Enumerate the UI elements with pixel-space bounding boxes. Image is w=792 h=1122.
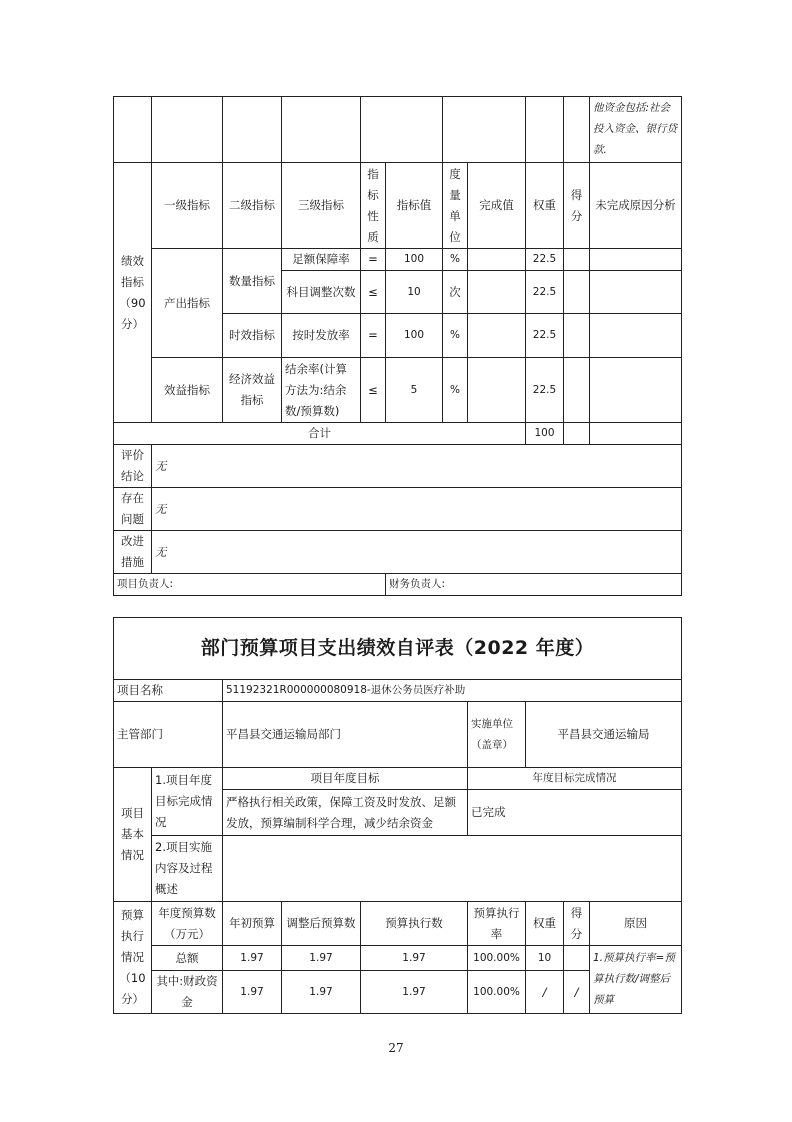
initial-budget: 1.97	[223, 971, 282, 1014]
budget-row-label: 总额	[152, 946, 223, 971]
reason-cell	[590, 271, 682, 314]
unit-cell: %	[443, 249, 468, 271]
executed-budget: 1.97	[361, 971, 468, 1014]
header-level2: 二级指标	[223, 163, 282, 249]
project-name-label: 项目名称	[114, 680, 223, 702]
performance-section-label: 绩效指标（90分）	[114, 163, 152, 423]
empty-cell	[564, 97, 590, 163]
header-level3: 三级指标	[282, 163, 361, 249]
header-weight: 权重	[526, 163, 564, 249]
budget-score	[564, 946, 590, 971]
level2-cell: 经济效益指标	[223, 358, 282, 423]
project-lead-signature: 项目负责人:	[114, 574, 386, 596]
project-name-value: 51192321R000000080918-退休公务员医疗补助	[223, 680, 682, 702]
value-cell: 5	[386, 358, 443, 423]
impl-label: 2.项目实施内容及过程概述	[152, 836, 223, 902]
evaluation-label: 评价结论	[114, 445, 152, 488]
basic-info-label: 项目基本情况	[114, 768, 152, 902]
empty-cell	[361, 97, 443, 163]
budget-header: 原因	[590, 902, 682, 946]
evaluation-row	[114, 445, 682, 488]
nature-cell: ≤	[361, 358, 386, 423]
completed-cell	[468, 314, 526, 358]
adjusted-budget: 1.97	[282, 971, 361, 1014]
signature-row	[114, 574, 682, 596]
executed-budget: 1.97	[361, 946, 468, 971]
weight-cell: 22.5	[526, 249, 564, 271]
implementation-row	[114, 836, 682, 902]
level3-cell: 按时发放率	[282, 314, 361, 358]
unit-cell: %	[443, 314, 468, 358]
score-cell	[564, 314, 590, 358]
header-nature: 指标性质	[361, 163, 386, 249]
performance-indicator-table	[113, 96, 682, 596]
weight-cell: 22.5	[526, 271, 564, 314]
empty-cell	[443, 97, 526, 163]
page-number: 27	[388, 1041, 404, 1055]
budget-header-row	[114, 902, 682, 946]
empty-cell	[114, 97, 152, 163]
top-continuation-row	[114, 97, 682, 163]
adjusted-budget: 1.97	[282, 946, 361, 971]
evaluation-value: 无	[152, 445, 682, 488]
level3-cell: 科目调整次数	[282, 271, 361, 314]
problems-value: 无	[152, 488, 682, 531]
total-reason	[590, 423, 682, 445]
completed-cell	[468, 358, 526, 423]
budget-header: 年度预算数（万元）	[152, 902, 223, 946]
completed-cell	[468, 271, 526, 314]
completed-cell	[468, 249, 526, 271]
header-completed: 完成值	[468, 163, 526, 249]
nature-cell: =	[361, 249, 386, 271]
goal-status-header: 年度目标完成情况	[468, 768, 682, 790]
funding-note: 他资金包括:社会投入资金、银行贷款.	[590, 97, 682, 163]
empty-cell	[152, 97, 223, 163]
value-cell: 100	[386, 314, 443, 358]
level1-cell: 效益指标	[152, 358, 223, 423]
goal-header-row	[114, 768, 682, 790]
unit-cell: %	[443, 358, 468, 423]
form-title: 部门预算项目支出绩效自评表（2022 年度）	[114, 618, 682, 680]
header-level1: 一级指标	[152, 163, 223, 249]
budget-row-label: 其中:财政资金	[152, 971, 223, 1014]
budget-reason-note: 1.预算执行率=预算执行数/调整后预算	[590, 946, 682, 1014]
reason-cell	[590, 249, 682, 271]
budget-header: 年初预算	[223, 902, 282, 946]
improvements-label: 改进措施	[114, 531, 152, 574]
budget-section-label: 预算执行情况（10分）	[114, 902, 152, 1014]
problems-label: 存在问题	[114, 488, 152, 531]
level3-cell: 足额保障率	[282, 249, 361, 271]
indicator-header-row	[114, 163, 682, 249]
title-row	[114, 618, 682, 680]
dept-value: 平昌县交通运输局部门	[223, 702, 468, 768]
budget-score: /	[564, 971, 590, 1014]
budget-row	[114, 946, 682, 971]
budget-header: 权重	[526, 902, 564, 946]
execution-rate: 100.00%	[468, 971, 526, 1014]
unit-cell: 次	[443, 271, 468, 314]
reason-cell	[590, 314, 682, 358]
nature-cell: =	[361, 314, 386, 358]
reason-cell	[590, 358, 682, 423]
improvements-value: 无	[152, 531, 682, 574]
weight-cell: 22.5	[526, 358, 564, 423]
improvements-row	[114, 531, 682, 574]
budget-header: 调整后预算数	[282, 902, 361, 946]
budget-self-evaluation-table	[113, 617, 682, 1014]
budget-header: 得分	[564, 902, 590, 946]
score-cell	[564, 249, 590, 271]
total-score	[564, 423, 590, 445]
level2-cell: 数量指标	[223, 249, 282, 314]
value-cell: 10	[386, 271, 443, 314]
value-cell: 100	[386, 249, 443, 271]
header-value: 指标值	[386, 163, 443, 249]
goal-header: 项目年度目标	[223, 768, 468, 790]
empty-cell	[526, 97, 564, 163]
score-cell	[564, 271, 590, 314]
level2-cell: 时效指标	[223, 314, 282, 358]
problems-row	[114, 488, 682, 531]
impl-unit-label: 实施单位（盖章）	[468, 702, 526, 768]
empty-cell	[223, 97, 282, 163]
header-unit: 度量单位	[443, 163, 468, 249]
level3-cell: 结余率(计算方法为:结余数/预算数)	[282, 358, 361, 423]
header-reason: 未完成原因分析	[590, 163, 682, 249]
header-score: 得分	[564, 163, 590, 249]
department-row	[114, 702, 682, 768]
budget-header: 预算执行数	[361, 902, 468, 946]
goal-label: 1.项目年度目标完成情况	[152, 768, 223, 836]
level1-cell: 产出指标	[152, 249, 223, 358]
total-label: 合计	[114, 423, 526, 445]
initial-budget: 1.97	[223, 946, 282, 971]
goal-text: 严格执行相关政策，保障工资及时发放、足额发放，预算编制科学合理，减少结余资金	[223, 790, 468, 836]
goal-status: 已完成	[468, 790, 682, 836]
budget-weight: /	[526, 971, 564, 1014]
impl-text	[223, 836, 682, 902]
indicator-row	[114, 358, 682, 423]
execution-rate: 100.00%	[468, 946, 526, 971]
dept-label: 主管部门	[114, 702, 223, 768]
finance-lead-signature: 财务负责人:	[386, 574, 682, 596]
weight-cell: 22.5	[526, 314, 564, 358]
budget-header: 预算执行率	[468, 902, 526, 946]
total-row	[114, 423, 682, 445]
indicator-row	[114, 249, 682, 271]
total-weight: 100	[526, 423, 564, 445]
empty-cell	[282, 97, 361, 163]
project-name-row	[114, 680, 682, 702]
impl-unit-value: 平昌县交通运输局	[526, 702, 682, 768]
budget-weight: 10	[526, 946, 564, 971]
score-cell	[564, 358, 590, 423]
nature-cell: ≤	[361, 271, 386, 314]
